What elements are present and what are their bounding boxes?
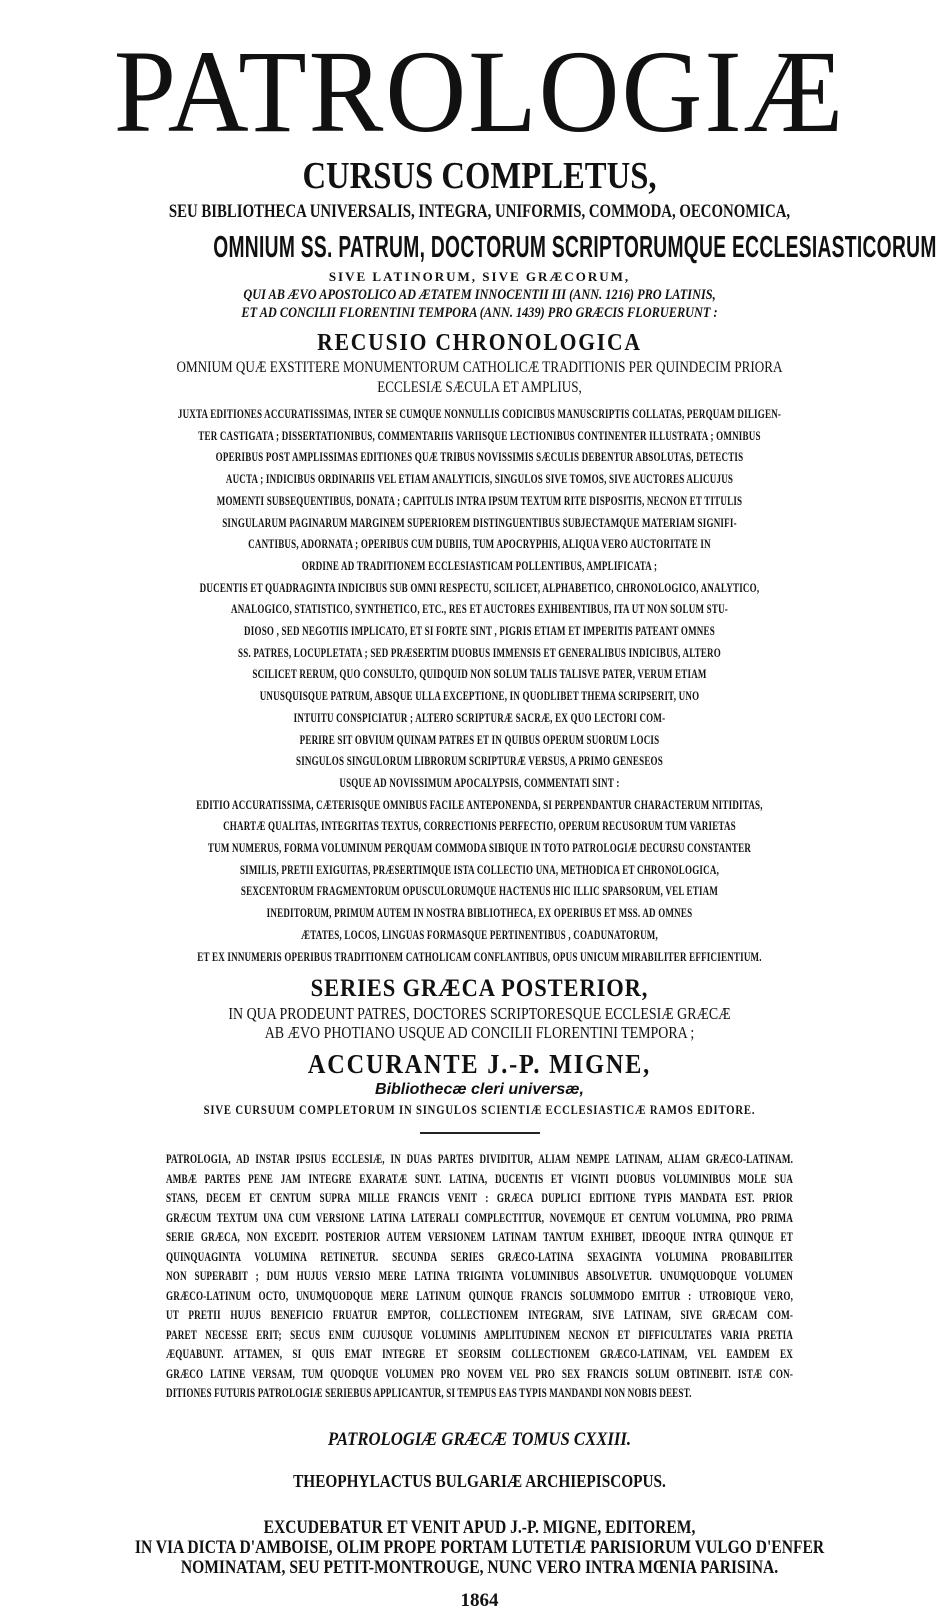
paragraph-line: CANTIBUS, ADORNATA ; OPERIBUS CUM DUBIIS, TUM APOCRYPHIS, ALIQUA VERO AUCTORITATE IN (248, 537, 711, 552)
tomus-line: PATROLOGIÆ GRÆCÆ TOMUS CXXIII. (327, 1428, 632, 1450)
qui-block (50, 286, 909, 322)
recusio-heading: RECUSIO CHRONOLOGICA (317, 330, 642, 356)
paragraph-line: ET EX INNUMERIS OPERIBUS TRADITIONEM CATHOLICAM CONFLANTIBUS, OPUS UNICUM MIRABILITER EFFICIENTIUM. (197, 949, 762, 964)
paragraph-line: INEDITORUM, PRIMUM AUTEM IN NOSTRA BIBLIOTHECA, EX OPERIBUS ET MSS. AD OMNES (266, 906, 693, 921)
paragraph-line: STANS, DECEM ET CENTUM SUPRA MILLE FRANCIS VENIT : GRÆCA DUPLICI EDITIONE TYPIS MANDATA EST. PRIOR (165, 1191, 794, 1206)
paragraph-line: UNUSQUISQUE PATRUM, ABSQUE ULLA EXCEPTIONE, IN QUODLIBET THEMA SCRIPSERIT, UNO (259, 689, 700, 704)
bibliothecae-line: Bibliothecæ cleri universæ, (375, 1081, 584, 1099)
paragraph-line: EDITIO ACCURATISSIMA, CÆTERISQUE OMNIBUS FACILE ANTEPONENDA, SI PERPENDANTUR CHARACTERUM NITIDITAS, (196, 797, 763, 812)
series-heading: SERIES GRÆCA POSTERIOR, (310, 975, 649, 1003)
subtitle: CURSUS COMPLETUS, (302, 155, 657, 197)
qui-line: ET AD CONCILII FLORENTINI TEMPORA (ANN. 1439) PRO GRÆCIS FLORUERUNT : (241, 305, 718, 321)
in-qua-line: IN QUA PRODEUNT PATRES, DOCTORES SCRIPTORESQUE ECCLESIÆ GRÆCÆ (228, 1004, 731, 1024)
seu-line: SEU BIBLIOTHECA UNIVERSALIS, INTEGRA, UNIFORMIS, COMMODA, OECONOMICA, (168, 201, 791, 222)
paragraph-line: INTUITU CONSPICIATUR ; ALTERO SCRIPTURÆ SACRÆ, EX QUO LECTORI COM- (293, 710, 666, 725)
editor-heading: ACCURANTE J.-P. MIGNE, (307, 1049, 652, 1080)
paragraph-line: TER CASTIGATA ; DISSERTATIONIBUS, COMMENTARIIS VARIISQUE LECTIONIBUS CONTINENTER ILLUSTRATA ; OMNIBUS (198, 428, 761, 443)
main-title: PATROLOGIÆ (113, 26, 846, 158)
omnium-quae-line: ECCLESIÆ SÆCULA ET AMPLIUS, (377, 379, 582, 396)
qui-line: QUI AB ÆVO APOSTOLICO AD ÆTATEM INNOCENTII III (ANN. 1216) PRO LATINIS, (243, 287, 716, 303)
paragraph-line: PARET NECESSE ERIT; SECUS ENIM CUJUSQUE VOLUMINIS AMPLITUDINEM NECNON ET DIFFICULTATES VARIA PRETIA (165, 1327, 794, 1342)
paragraph-line: AMBÆ PARTES PENE JAM INTEGRE EXARATÆ SUNT. LATINA, DUCENTIS ET VIGINTI DUOBUS VOLUMINIBUS MOLE SUA (165, 1171, 794, 1186)
in-qua-block (50, 1004, 909, 1042)
paragraph-line: ÆQUABUNT. ATTAMEN, SI QUIS EMAT INTEGRE ET SEORSIM COLLECTIONEM GRÆCO-LATINAM, VEL EAMDEM EX (165, 1347, 794, 1362)
paragraph-line: PERIRE SIT OBVIUM QUINAM PATRES ET IN QUIBUS OPERUM SUORUM LOCIS (299, 732, 660, 747)
divider-rule (420, 1132, 540, 1134)
paragraph-line: QUINQUAGINTA VOLUMINA RETINETUR. SECUNDA SERIES GRÆCO-LATINA SEXAGINTA VOLUMINA PROBABILITER (165, 1249, 794, 1264)
pricing-paragraph (166, 1150, 793, 1404)
paragraph-line: JUXTA EDITIONES ACCURATISSIMAS, INTER SE CUMQUE NONNULLIS CODICIBUS MANUSCRIPTIS COLLATAS, PERQUAM DILIGEN- (177, 407, 782, 421)
paragraph-line: NON SUPERABIT ; DUM HUJUS VERSIO MERE LATINA TRIGINTA VOLUMINIBUS ABSOLVETUR. UNUMQUODQUE VOLUMEN (165, 1269, 794, 1284)
paragraph-line: SS. PATRES, LOCUPLETATA ; SED PRÆSERTIM DUOBUS IMMENSIS ET GENERALIBUS INDICIBUS, ALTERO (238, 645, 721, 660)
imprint-line: EXCUDEBATUR ET VENIT APUD J.-P. MIGNE, EDITOREM, (263, 1516, 696, 1538)
paragraph-line: DUCENTIS ET QUADRAGINTA INDICIBUS SUB OMNI RESPECTU, SCILICET, ALPHABETICO, CHRONOLOGICO, ANALYTICO, (199, 580, 760, 595)
author-line: THEOPHYLACTUS BULGARIÆ ARCHIEPISCOPUS. (293, 1470, 666, 1491)
paragraph-line: CHARTÆ QUALITAS, INTEGRITAS TEXTUS, CORRECTIONIS PERFECTIO, OPERUM RECUSORUM TUM VARIETAS (223, 819, 736, 834)
paragraph-line: SIMILIS, PRETII EXIGUITAS, PRÆSERTIMQUE ISTA COLLECTIO UNA, METHODICA ET CHRONOLOGICA, (239, 862, 720, 877)
omnium-quae-line: OMNIUM QUÆ EXSTITERE MONUMENTORUM CATHOLICÆ TRADITIONIS PER QUINDECIM PRIORA (176, 359, 783, 376)
paragraph-line: OPERIBUS POST AMPLISSIMAS EDITIONES QUÆ TRIBUS NOVISSIMIS SÆCULIS DEBENTUR ABSOLUTAS, DETECTIS (215, 450, 744, 465)
paragraph-line: SINGULOS SINGULORUM LIBRORUM SCRIPTURÆ VERSUS, A PRIMO GENESEOS (295, 754, 663, 769)
paragraph-line: SINGULARUM PAGINARUM MARGINEM SUPERIOREM DISTINGUENTIBUS SUBJECTAMQUE MATERIAM SIGNIFI- (222, 515, 737, 530)
paragraph-line: ORDINE AD TRADITIONEM ECCLESIASTICAM POLLENTIBUS, AMPLIFICATA ; (301, 558, 658, 573)
omnium-line: OMNIUM SS. PATRUM, DOCTORUM SCRIPTORUMQUE ECCLESIASTICORUM (213, 229, 937, 264)
imprint-block (50, 1518, 909, 1578)
paragraph-line: ANALOGICO, STATISTICO, SYNTHETICO, ETC., RES ET AUCTORES EXHIBENTIBUS, ITA UT NON SOLUM STU- (230, 602, 729, 617)
omnium-quae-block (50, 358, 909, 398)
paragraph-line: USQUE AD NOVISSIMUM APOCALYPSIS, COMMENTATI SINT : (339, 775, 620, 790)
paragraph-line: DIOSO , SED NEGOTIIS IMPLICATO, ET SI FORTE SINT , PIGRIS ETIAM ET IMPERITIS PATEANT OMNES (244, 624, 715, 639)
paragraph-line: GRÆCO-LATINUM OCTO, UNUMQUODQUE MERE LATINUM QUINQUE FRANCIS SOLUMMODO EMITUR : UTROBIQUE VERO, (165, 1288, 794, 1303)
paragraph-line: SEXCENTORUM FRAGMENTORUM OPUSCULORUMQUE HACTENUS HIC ILLIC SPARSORUM, VEL ETIAM (240, 884, 719, 899)
in-qua-line: AB ÆVO PHOTIANO USQUE AD CONCILII FLORENTINI TEMPORA ; (264, 1023, 695, 1043)
sive-line: SIVE LATINORUM, SIVE GRÆCORUM, (328, 269, 631, 284)
paragraph-line: MOMENTI SUBSEQUENTIBUS, DONATA ; CAPITULIS INTRA IPSUM TEXTUM RITE DISPOSITIS, NECNON ET TITULIS (216, 493, 743, 508)
paragraph-line: GRÆCO LATINE VERSAM, TUM QUODQUE VOLUMEN PRO NOVEM VEL PRO SEX FRANCIS SOLUM OBTINEBIT. ISTÆ CON- (165, 1366, 794, 1381)
paragraph-line: GRÆCUM TEXTUM UNA CUM VERSIONE LATINA LATERALI COMPLECTITUR, NOVEMQUE ET CENTUM VOLUMINA, PRO PRIMA (165, 1210, 794, 1225)
imprint-line: NOMINATAM, SEU PETIT-MONTROUGE, NUNC VERO INTRA MŒNIA PARISINA. (180, 1556, 779, 1578)
publication-year: 1864 (460, 1589, 499, 1611)
paragraph-line: ÆTATES, LOCOS, LINGUAS FORMASQUE PERTINENTIBUS , COADUNATORUM, (301, 927, 658, 942)
paragraph-line: SERIE GRÆCA, NON EXCEDIT. POSTERIOR AUTEM VERSIONEM LATINAM TANTUM EXHIBET, IDEOQUE INTRA QUINQUE ET (165, 1230, 794, 1245)
paragraph-line: AUCTA ; INDICIBUS ORDINARIIS VEL ETIAM ANALYTICIS, SINGULOS SIVE TOMOS, SIVE AUCTORES ALICUJUS (225, 472, 734, 487)
sive-cursuum-line: SIVE CURSUUM COMPLETORUM IN SINGULOS SCIENTIÆ ECCLESIASTICÆ RAMOS EDITORE. (203, 1102, 756, 1118)
imprint-line: IN VIA DICTA D'AMBOISE, OLIM PROPE PORTAM LUTETIÆ PARISIORUM VULGO D'ENFER (134, 1536, 825, 1558)
paragraph-line: SCILICET RERUM, QUO CONSULTO, QUIDQUID NON SOLUM TALIS TALISVE PATER, VERUM ETIAM (252, 667, 707, 682)
paragraph-line: DITIONES FUTURIS PATROLOGIÆ SERIEBUS APPLICANTUR, SI TEMPUS EAS TYPIS MANDANDI NON NOBIS DEEST. (165, 1386, 692, 1401)
description-paragraph (170, 404, 788, 968)
paragraph-line: UT PRETII HUJUS BENEFICIO FRUATUR EMPTOR, COLLECTIONEM INTEGRAM, SIVE LATINAM, SIVE GRÆCAM COM- (165, 1308, 794, 1323)
paragraph-line: PATROLOGIA, AD INSTAR IPSIUS ECCLESIÆ, IN DUAS PARTES DIVIDITUR, ALIAM NEMPE LATINAM, ALIAM GRÆCO-LATINAM. (165, 1152, 794, 1167)
paragraph-line: TUM NUMERUS, FORMA VOLUMINUM PERQUAM COMMODA SIBIQUE IN TOTO PATROLOGIÆ DECURSU CONSTANTER (207, 841, 752, 856)
